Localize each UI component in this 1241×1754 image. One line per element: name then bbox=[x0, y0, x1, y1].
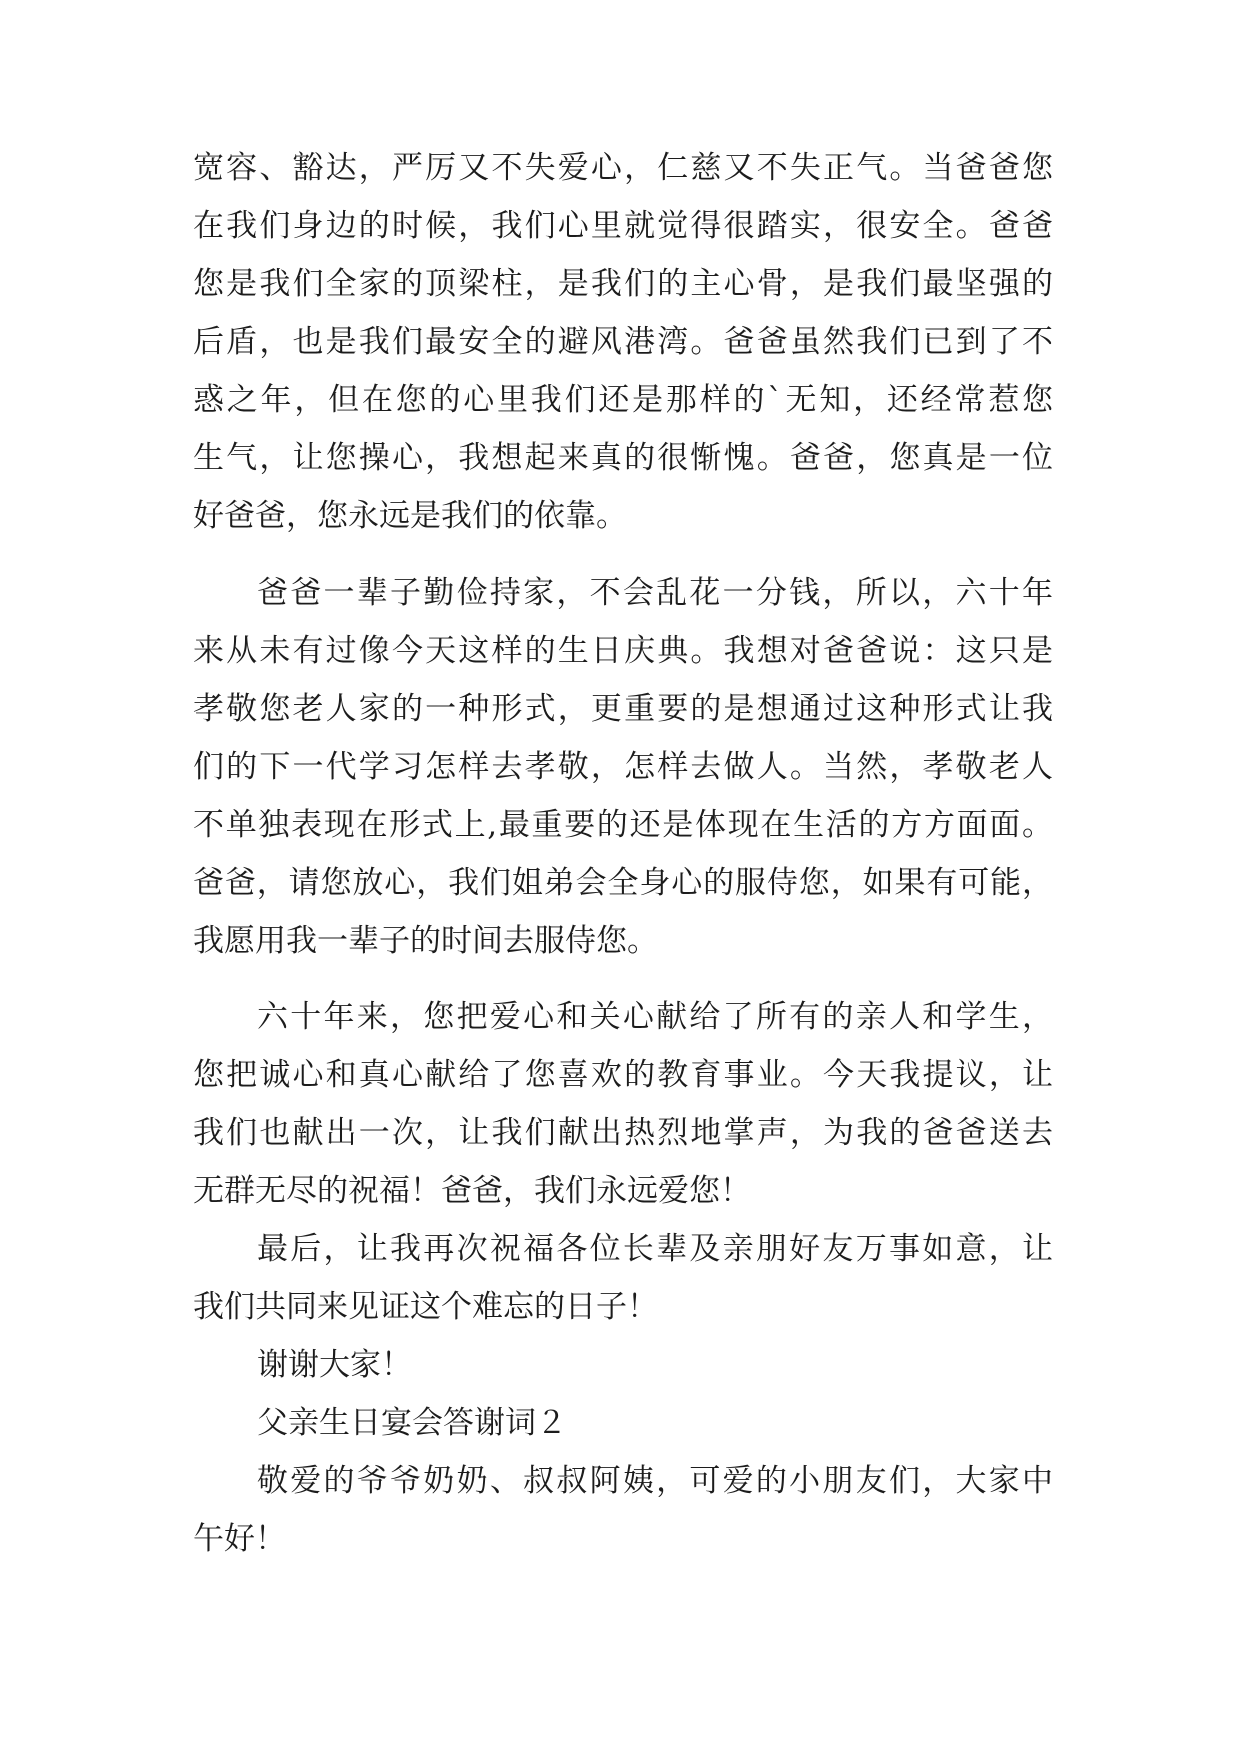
paragraph-first-line: 最后，让我再次祝福各位长辈及亲朋好友万事如意，让 bbox=[257, 1231, 1053, 1267]
text-line: 孝敬您老人家的一种形式，更重要的是想通过这种形式让我 bbox=[193, 691, 1053, 727]
text-line: 后盾，也是我们最安全的避风港湾。爸爸虽然我们已到了不 bbox=[193, 324, 1053, 360]
text-line: 午好！ bbox=[193, 1521, 286, 1557]
paragraph-first-line: 爸爸一辈子勤俭持家，不会乱花一分钱，所以，六十年 bbox=[257, 575, 1053, 611]
text-line: 惑之年，但在您的心里我们还是那样的`无知，还经常惹您 bbox=[193, 382, 1053, 418]
text-line: 宽容、豁达，严厉又不失爱心，仁慈又不失正气。当爸爸您 bbox=[193, 150, 1053, 186]
text-line: 无群无尽的祝福！爸爸，我们永远爱您！ bbox=[193, 1173, 751, 1209]
text-line: 我们也献出一次，让我们献出热烈地掌声，为我的爸爸送去 bbox=[193, 1115, 1053, 1151]
text-line: 好爸爸，您永远是我们的依靠。 bbox=[193, 498, 627, 534]
paragraph-first-line: 六十年来，您把爱心和关心献给了所有的亲人和学生， bbox=[257, 999, 1053, 1035]
text-line: 们的下一代学习怎样去孝敬，怎样去做人。当然，孝敬老人 bbox=[193, 749, 1053, 785]
thanks-line: 谢谢大家！ bbox=[257, 1347, 412, 1383]
text-line: 我愿用我一辈子的时间去服侍您。 bbox=[193, 923, 658, 959]
paragraph-first-line: 敬爱的爷爷奶奶、叔叔阿姨，可爱的小朋友们，大家中 bbox=[257, 1463, 1053, 1499]
text-line: 爸爸，请您放心，我们姐弟会全身心的服侍您，如果有可能， bbox=[193, 865, 1053, 901]
section-title: 父亲生日宴会答谢词２ bbox=[257, 1405, 567, 1441]
text-line: 您是我们全家的顶梁柱，是我们的主心骨，是我们最坚强的 bbox=[193, 266, 1053, 302]
text-line: 在我们身边的时候，我们心里就觉得很踏实，很安全。爸爸 bbox=[193, 208, 1053, 244]
text-line: 不单独表现在形式上,最重要的还是体现在生活的方方面面。 bbox=[193, 807, 1053, 843]
text-line: 来从未有过像今天这样的生日庆典。我想对爸爸说：这只是 bbox=[193, 633, 1053, 669]
text-line: 我们共同来见证这个难忘的日子！ bbox=[193, 1289, 658, 1325]
text-line: 生气，让您操心，我想起来真的很惭愧。爸爸，您真是一位 bbox=[193, 440, 1053, 476]
text-line: 您把诚心和真心献给了您喜欢的教育事业。今天我提议，让 bbox=[193, 1057, 1053, 1093]
